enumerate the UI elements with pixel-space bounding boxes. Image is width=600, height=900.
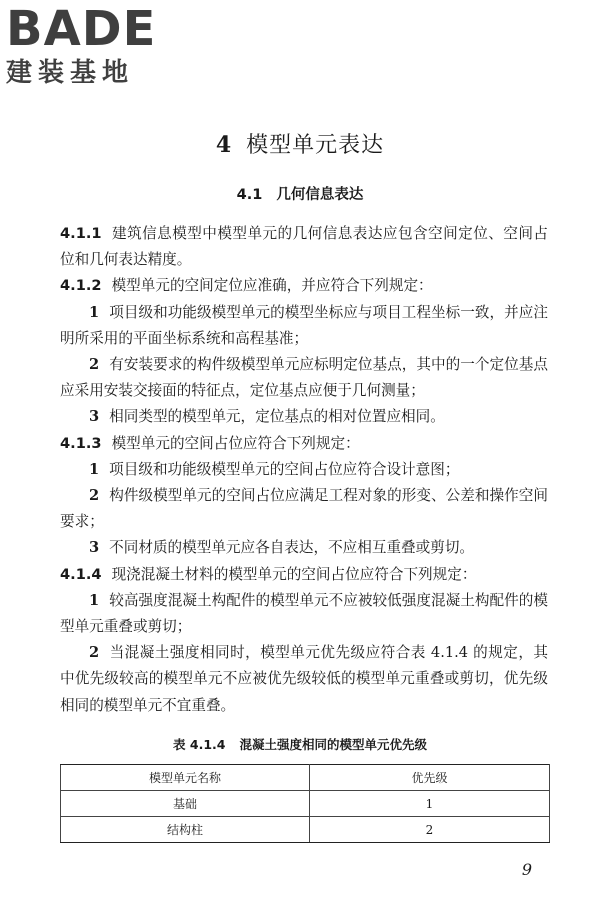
table-cell: 基础 (61, 791, 310, 817)
clause-number: 4.1.3 (60, 434, 102, 452)
item-paragraph (60, 404, 548, 430)
clause-text: 模型单元的空间占位应符合下列规定： (111, 434, 360, 452)
table-cell: 1 (310, 791, 550, 817)
logo (6, 1, 176, 90)
table-header-cell: 优先级 (310, 765, 550, 791)
table-row (61, 817, 550, 843)
table-number: 表 4.1.4 (173, 737, 226, 752)
clause-text: 建筑信息模型中模型单元的几何信息表达应包含空间定位、空间占位和几何表达精度。 (60, 225, 548, 269)
item-paragraph (60, 535, 548, 561)
chapter-number: 4 (215, 132, 233, 158)
logo-subtitle: 建装基地 (6, 58, 135, 88)
item-number: 1 (89, 591, 100, 609)
item-text: 不同材质的模型单元应各自表达，不应相互重叠或剪切。 (109, 539, 475, 557)
item-paragraph (60, 352, 548, 404)
item-number: 2 (89, 644, 100, 662)
item-text: 有安装要求的构件级模型单元应标明定位基点，其中的一个定位基点应采用安装交接面的特征点，定位基点应便于几何测量； (60, 356, 548, 400)
item-paragraph (60, 640, 548, 719)
item-text: 构件级模型单元的空间占位应满足工程对象的形变、公差和操作空间要求； (60, 487, 548, 531)
clause-number: 4.1.1 (60, 225, 102, 242)
clause-paragraph (60, 221, 548, 273)
priority-table (60, 764, 550, 843)
clause-paragraph (60, 273, 548, 299)
body-text (60, 221, 548, 719)
item-text: 项目级和功能级模型单元的模型坐标应与项目工程坐标一致，并应注明所采用的平面坐标系统和高程基准； (60, 303, 548, 347)
table-cell: 2 (310, 817, 550, 843)
item-number: 1 (89, 303, 100, 321)
item-number: 3 (89, 539, 100, 557)
chapter-title: 模型单元表达 (246, 133, 385, 158)
item-text: 项目级和功能级模型单元的空间占位应符合设计意图； (109, 460, 460, 478)
chapter-heading (0, 128, 600, 159)
table-header-cell: 模型单元名称 (61, 765, 310, 791)
table-caption (0, 735, 600, 753)
item-paragraph (60, 300, 548, 352)
clause-paragraph (60, 562, 548, 588)
item-paragraph (60, 588, 548, 640)
item-number: 2 (89, 487, 100, 505)
item-number: 1 (89, 460, 100, 478)
clause-number: 4.1.4 (60, 565, 102, 583)
item-paragraph (60, 483, 548, 535)
table-row (61, 791, 550, 817)
item-text: 相同类型的模型单元，定位基点的相对位置应相同。 (109, 408, 445, 426)
item-text: 较高强度混凝土构配件的模型单元不应被较低强度混凝土构配件的模型单元重叠或剪切； (60, 591, 548, 636)
table-title: 混凝土强度相同的模型单元优先级 (239, 737, 427, 752)
item-text: 当混凝土强度相同时，模型单元优先级应符合表 4.1.4 的规定，其中优先级较高的模型单元不应被优先级较低的模型单元重叠或剪切，优先级相同的模型单元不宜重叠。 (60, 644, 548, 714)
item-paragraph (60, 457, 548, 483)
item-number: 3 (89, 408, 100, 426)
section-title: 几何信息表达 (276, 187, 364, 203)
page-number: 9 (521, 860, 532, 879)
table-header-row (61, 765, 550, 791)
clause-text: 现浇混凝土材料的模型单元的空间占位应符合下列规定： (111, 565, 477, 583)
item-number: 2 (89, 356, 100, 374)
logo-brand: BADE (6, 1, 157, 57)
section-heading (0, 183, 600, 204)
table-cell: 结构柱 (61, 817, 310, 843)
section-number: 4.1 (236, 187, 263, 203)
clause-number: 4.1.2 (60, 277, 102, 295)
clause-paragraph (60, 431, 548, 457)
clause-text: 模型单元的空间定位应准确，并应符合下列规定： (111, 277, 433, 295)
